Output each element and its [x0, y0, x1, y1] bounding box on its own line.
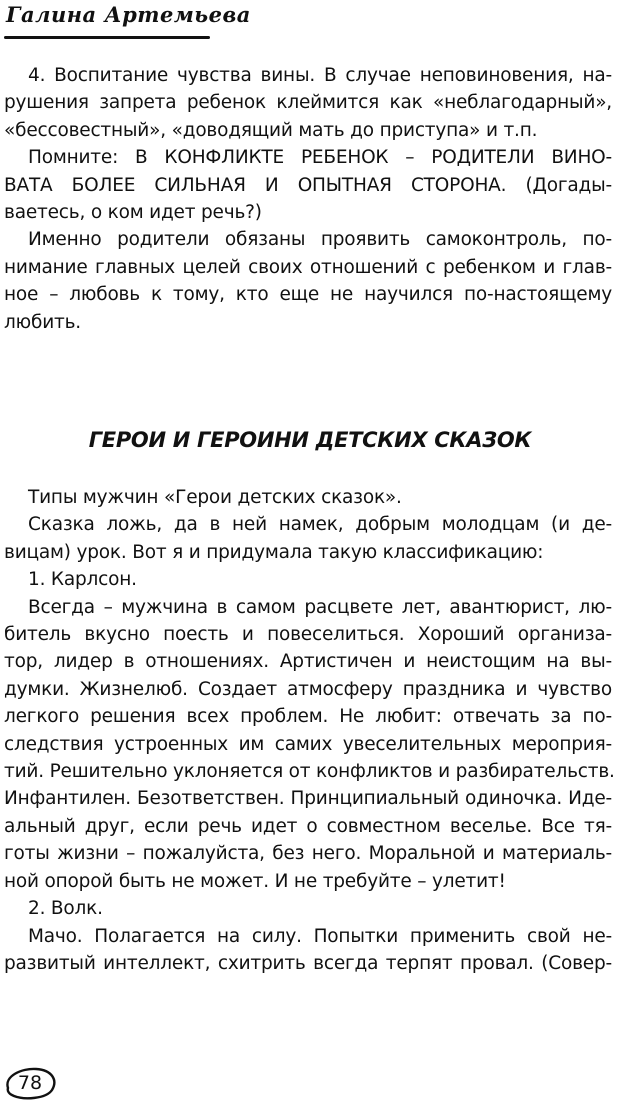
text-line: «бессовестный», «доводящий мать до приступа» и т.п. [4, 119, 538, 141]
text-line: рушения запрета ребенок клеймится как «неблагодарный», [4, 92, 612, 114]
running-head-rule [4, 36, 210, 39]
text-line: 2. Волк. [28, 898, 103, 920]
text-line: Помните: В КОНФЛИКТЕ РЕБЕНОК – РОДИТЕЛИ ВИНО- [28, 147, 612, 169]
text-line: Всегда – мужчина в самом расцвете лет, авантюрист, лю- [28, 596, 612, 618]
text-line: 4. Воспитание чувства вины. В случае неповиновения, на- [28, 65, 612, 86]
text-line: битель вкусно поесть и повеселиться. Хороший организа- [4, 624, 612, 646]
text-line: Сказка ложь, да в ней намек, добрым молодцам (и де- [28, 514, 612, 536]
text-line: Типы мужчин «Герои детских сказок». [28, 487, 402, 508]
text-line: альный друг, если речь идет о совместном веселье. Все тя- [4, 815, 612, 837]
section-title: ГЕРОИ И ГЕРОИНИ ДЕТСКИХ СКАЗОК [88, 428, 532, 452]
text-line: ной опорой быть не может. И не требуйте – улетит! [4, 870, 506, 892]
text-line: ВАТА БОЛЕЕ СИЛЬНАЯ И ОПЫТНАЯ СТОРОНА. (Догады- [4, 174, 612, 196]
text-line: тий. Решительно уклоняется от конфликтов и разбирательств. [4, 761, 615, 783]
text-line: готы жизни – пожалуйста, без него. Моральной и материаль- [4, 843, 612, 865]
text-line: следствия устроенных им самих увеселительных мероприя- [4, 733, 612, 755]
text-line: любить. [4, 311, 81, 333]
text-line: ное – любовь к тому, кто еще не научился по-настоящему [4, 284, 612, 306]
text-line: Инфантилен. Безответствен. Принципиальный одиночка. Иде- [4, 788, 612, 810]
text-line: развитый интеллект, схитрить всегда терпят провал. (Совер- [4, 952, 612, 974]
text-line: Именно родители обязаны проявить самоконтроль, по- [28, 229, 612, 251]
body-text-bottom [4, 484, 615, 977]
text-line: ваетесь, о ком идет речь?) [4, 202, 262, 224]
text-line: тор, лидер в отношениях. Артистичен и неистощим на вы- [4, 651, 612, 673]
text-line: легкого решения всех проблем. Не любит: отвечать за по- [4, 706, 612, 728]
text-line: Мачо. Полагается на силу. Попытки применить свой не- [28, 925, 612, 947]
text-line: думки. Жизнелюб. Создает атмосферу праздника и чувство [4, 678, 612, 700]
page-number: 78 [17, 1072, 43, 1094]
text-line: 1. Карлсон. [28, 569, 137, 591]
page-number-badge [2, 1066, 58, 1100]
text-line: вицам) урок. Вот я и придумала такую классификацию: [4, 541, 544, 563]
body-text-top [4, 62, 612, 336]
text-line: нимание главных целей своих отношений с ребенком и глав- [4, 256, 612, 278]
running-head: Галина Артемьева [6, 2, 251, 27]
